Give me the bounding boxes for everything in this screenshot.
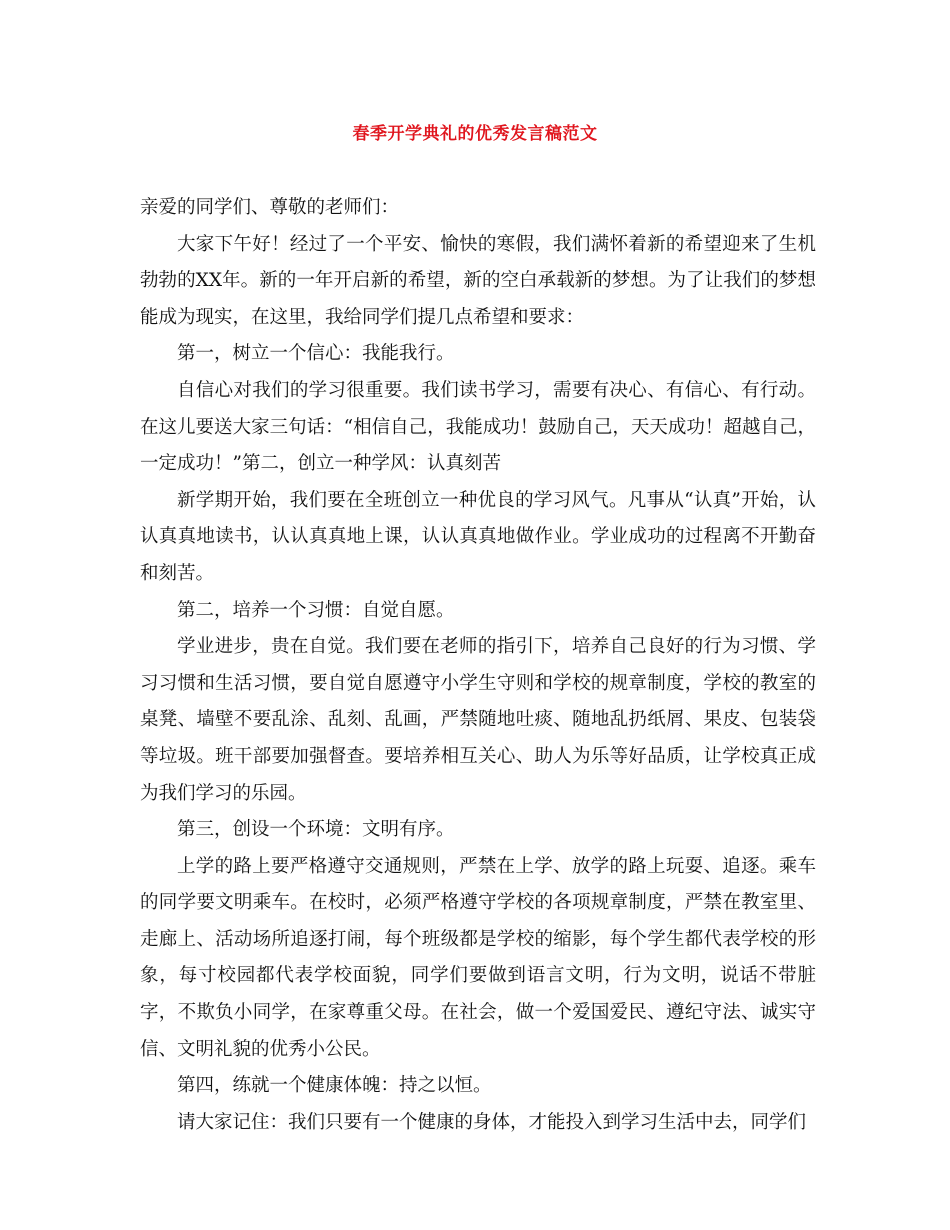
point-three-paragraph: 上学的路上要严格遵守交通规则，严禁在上学、放学的路上玩耍、追逐。乘车的同学要文明乘车。在校时，必须严格遵守学校的各项规章制度，严禁在教室里、走廊上、活动场所追逐打闹，每个班级都是学校的缩影，每个学生都代表学校的形象，每寸校园都代表学校面貌，同学们要做到语言文明，行为文明，说话不带脏字，不欺负小同学，在家尊重父母。在社会，做一个爱国爱民、遵纪守法、诚实守信、文明礼貌的优秀小公民。 [140,855,816,1060]
point-four-heading: 第四，练就一个健康体魄：持之以恒。 [177,1075,492,1097]
study-style-paragraph: 新学期开始，我们要在全班创立一种优良的学习风气。凡事从“认真”开始，认认真真地读书，认认真真地上课，认认真真地做作业。学业成功的过程离不开勤奋和刻苦。 [140,489,816,584]
document-body [140,190,816,1141]
point-two-paragraph: 学业进步，贵在自觉。我们要在老师的指引下，培养自己良好的行为习惯、学习习惯和生活习惯，要自觉自愿遵守小学生守则和学校的规章制度，学校的教室的桌凳、墙壁不要乱涂、乱刻、乱画，严禁随地吐痰、随地乱扔纸屑、果皮、包装袋等垃圾。班干部要加强督查。要培养相互关心、助人为乐等好品质，让学校真正成为我们学习的乐园。 [140,636,816,804]
document-title: 春季开学典礼的优秀发言稿范文 [352,124,598,144]
point-one-paragraph: 自信心对我们的学习很重要。我们读书学习，需要有决心、有信心、有行动。在这儿要送大家三句话：“相信自己，我能成功！鼓励自己，天天成功！超越自己，一定成功！”第二，创立一种学风：认真刻苦 [140,379,816,475]
greeting-paragraph: 大家下午好！经过了一个平安、愉快的寒假，我们满怀着新的希望迎来了生机勃勃的XX年。新的一年开启新的希望，新的空白承载新的梦想。为了让我们的梦想能成为现实，在这里，我给同学们提几点希望和要求： [140,233,816,328]
point-one-heading: 第一，树立一个信心：我能我行。 [177,343,455,365]
salutation-paragraph: 亲爱的同学们、尊敬的老师们： [140,197,400,218]
point-three-heading: 第三，创设一个环境：文明有序。 [177,819,455,841]
point-four-paragraph: 请大家记住：我们只要有一个健康的身体，才能投入到学习生活中去，同学们 [177,1111,807,1133]
point-two-heading: 第二，培养一个习惯：自觉自愿。 [177,599,455,621]
